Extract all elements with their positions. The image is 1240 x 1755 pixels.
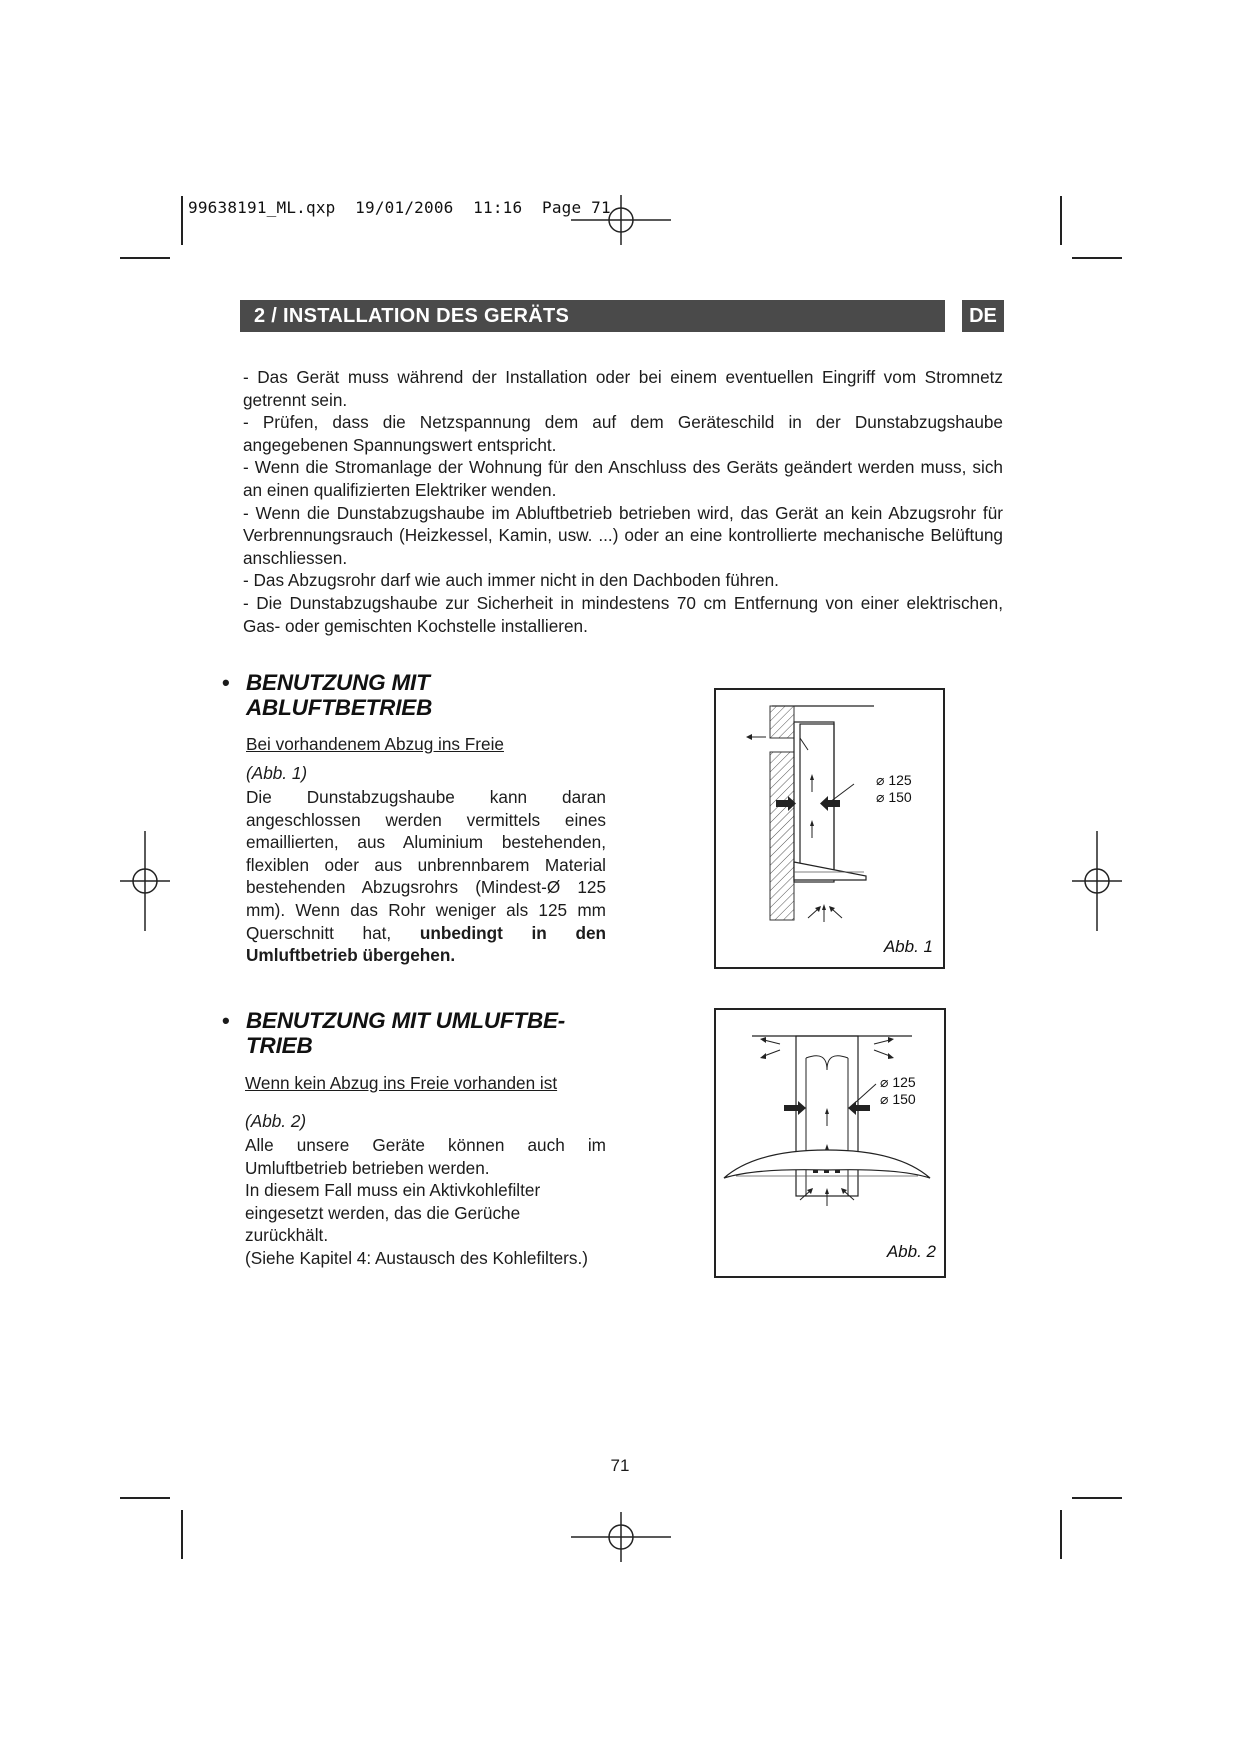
registration-mark-icon [118,830,172,932]
section-title-line: BENUTZUNG MIT UMLUFTBE- [246,1008,566,1033]
diameter-label: ⌀ 125 [880,1074,916,1090]
exhaust-hood-diagram [716,690,943,967]
registration-mark-icon [570,1510,672,1564]
bullet-icon: • [222,670,230,695]
body-text: (Siehe Kapitel 4: Austausch des Kohlefilters.) [245,1247,588,1268]
intro-paragraph: - Das Abzugsrohr darf wie auch immer nicht in den Dachboden führen. [243,570,779,591]
body-text: Die Dunstabzugshaube kann daran angeschlossen werden vermittels eines emaillierten, aus Aluminium bestehenden, flexiblen oder aus unbrennbarem Material bestehenden Abzugsrohrs (Mindest-Ø 125 mm). Wenn das Rohr weniger als 125 mm Querschnitt hat, [246,787,606,943]
registration-mark-icon [570,193,672,247]
section-subtitle: Bei vorhandenem Abzug ins Freie [246,734,504,754]
intro-paragraph: - Das Gerät muss während der Installation oder bei einem eventuellen Eingriff vom Stromnetz getrennt sein. [243,367,1003,410]
figure-reference: (Abb. 2) [245,1111,307,1131]
section-title-line: TRIEB [246,1033,313,1058]
registration-mark-icon [1070,830,1124,932]
page-number: 71 [610,1456,630,1475]
figure-1 [714,688,945,969]
body-text: Alle unsere Geräte können auch im Umluftbetrieb betrieben werden. [245,1135,606,1178]
intro-paragraph: - Die Dunstabzugshaube zur Sicherheit in mindestens 70 cm Entfernung von einer elektrischen, Gas- oder gemischten Kochstelle installieren. [243,592,1003,636]
section-body [245,1134,606,1270]
diameter-label: ⌀ 125 [876,772,912,788]
body-text: In diesem Fall muss ein Aktivkohlefilter eingesetzt werden, das die Gerüche zurückhält. [245,1180,541,1246]
section-body [246,786,606,967]
figure-caption: Abb. 2 [886,1242,936,1261]
figure-reference: (Abb. 1) [246,763,308,783]
figure-2 [714,1008,946,1278]
section-title [246,670,432,720]
crop-mark [1060,196,1062,245]
diameter-label: ⌀ 150 [880,1091,916,1107]
crop-mark [1060,1510,1062,1559]
intro-paragraph: - Wenn die Dunstabzugshaube im Abluftbetrieb betrieben wird, das Gerät an kein Abzugsrohr für Verbrennungsrauch (Heizkessel, Kamin, usw. ...) oder an eine kontrollierte mechanische Belüftung anschliessen. [243,502,1003,568]
diameter-label: ⌀ 150 [876,789,912,805]
intro-paragraph: - Prüfen, dass die Netzspannung dem auf dem Geräteschild in der Dunstabzugshaube angegebenen Spannungswert entspricht. [243,412,1003,455]
crop-mark [1072,257,1122,259]
figure-caption: Abb. 1 [883,937,933,956]
section-subtitle: Wenn kein Abzug ins Freie vorhanden ist [245,1073,558,1093]
crop-mark [181,196,183,245]
recirculation-hood-diagram [716,1010,944,1276]
language-badge: DE [962,300,1004,332]
section-header: 2 / INSTALLATION DES GERÄTS [240,300,945,332]
intro-text [243,366,1003,637]
intro-paragraph: - Wenn die Stromanlage der Wohnung für den Anschluss des Geräts geändert werden muss, sich an einen qualifizierten Elektriker wenden. [243,457,1003,500]
body-emphasis: unbedingt in den Umluftbetrieb übergehen. [246,922,607,966]
section-title-line: ABLUFTBETRIEB [246,695,433,720]
crop-mark [181,1510,183,1559]
section-title-line: BENUTZUNG MIT [246,670,430,695]
crop-mark [1072,1497,1122,1499]
crop-mark [120,1497,170,1499]
crop-mark [120,257,170,259]
print-slug: 99638191_ML.qxp 19/01/2006 11:16 Page 71 [188,198,611,217]
bullet-icon: • [222,1008,230,1033]
section-title [246,1008,565,1058]
